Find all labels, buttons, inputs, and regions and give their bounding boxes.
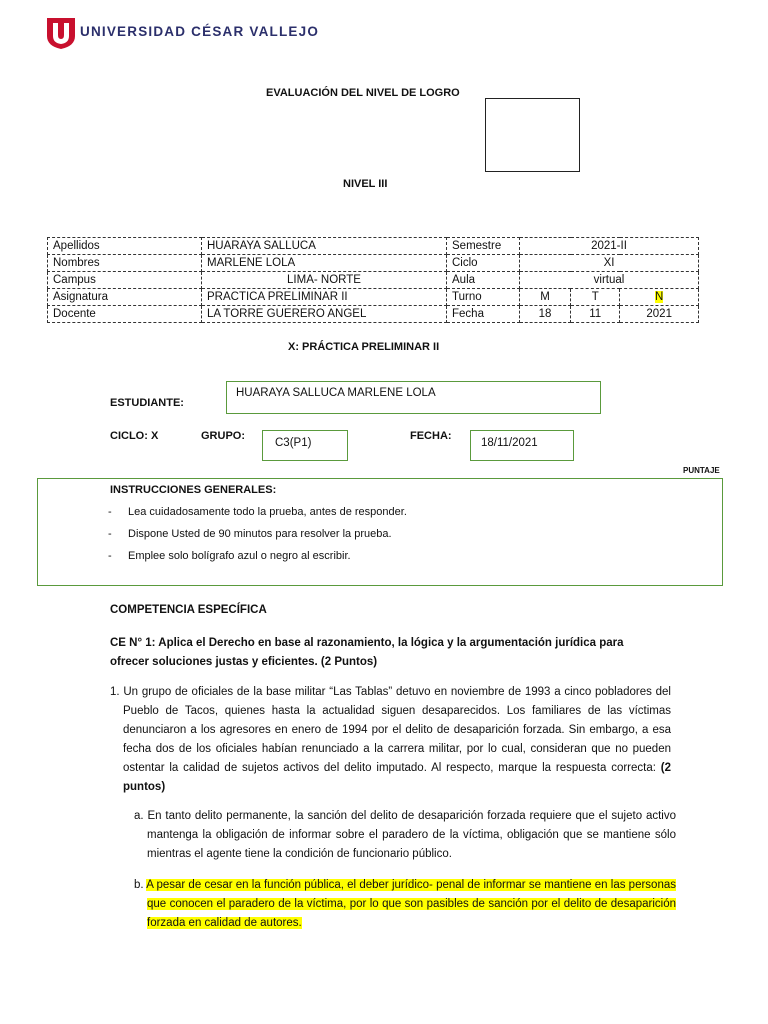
option-b[interactable]: b. A pesar de cesar en la función pública, el deber jurídico- penal de informar se mantiene en las personas que conocen el paradero de la víctima, por lo que son pasibles de sanción por el delito de desaparición forzada en calidad de autores. bbox=[134, 879, 676, 929]
turno-n: N bbox=[655, 291, 664, 303]
student-info-table bbox=[47, 237, 699, 323]
estudiante-label: ESTUDIANTE: bbox=[110, 397, 184, 409]
asignatura-label: Asignatura bbox=[48, 289, 202, 306]
option-b-text: A pesar de cesar en la función pública, el deber jurídico- penal de informar se mantiene en las personas que conocen el paradero de la víctima, por lo que son pasibles de sanción por el delito de desaparición forzada en calidad de autores. bbox=[146, 879, 676, 929]
practica-title: X: PRÁCTICA PRELIMINAR II bbox=[288, 341, 440, 353]
puntaje-label: PUNTAJE bbox=[683, 466, 720, 475]
campus-label: Campus bbox=[48, 272, 202, 289]
turno-n-cell bbox=[620, 289, 699, 306]
apellidos-value: HUARAYA SALLUCA bbox=[202, 238, 447, 255]
fecha-value: 18/11/2021 bbox=[481, 437, 538, 449]
turno-t: T bbox=[571, 289, 620, 306]
table-row bbox=[48, 255, 699, 272]
table-row bbox=[48, 272, 699, 289]
level-label: NIVEL III bbox=[343, 178, 388, 190]
turno-label: Turno bbox=[447, 289, 520, 306]
aula-value: virtual bbox=[520, 272, 699, 289]
semestre-value: 2021-II bbox=[520, 238, 699, 255]
fecha-month: 11 bbox=[571, 306, 620, 323]
option-a[interactable]: a. En tanto delito permanente, la sanción del delito de desaparición forzada requiere que el sujeto activo mantenga la obligación de informar sobre el paradero de la víctima, obligación que se mantiene sólo mientras el agente tiene la condición de funcionario público. bbox=[134, 810, 676, 860]
fecha-label: FECHA: bbox=[410, 430, 452, 442]
question-1: 1. Un grupo de oficiales de la base militar “Las Tablas” detuvo en noviembre de 1993 a cinco pobladores del Pueblo de Tacos, quienes hasta la actualidad siguen desaparecidos. Los familiares de las víctimas denunciaron a los agresores en enero de 1994 por el delito de desaparición forzada. Sin embargo, a esa fecha dos de los oficiales habían renunciado a la carrera militar, por lo cual, consideran que no pueden ostentar la calidad de sujetos activos del delito imputado. Al respecto, marque la respuesta correcta: (2 puntos) bbox=[110, 686, 671, 793]
docente-label: Docente bbox=[48, 306, 202, 323]
fecha-year: 2021 bbox=[620, 306, 699, 323]
nombres-value: MARLENE LOLA bbox=[202, 255, 447, 272]
list-item: - Dispone Usted de 90 minutos para resolver la prueba. bbox=[108, 528, 392, 540]
ciclo-value: XI bbox=[520, 255, 699, 272]
competencia-heading: COMPETENCIA ESPECÍFICA bbox=[110, 604, 267, 616]
list-item: - Lea cuidadosamente todo la prueba, antes de responder. bbox=[108, 506, 407, 518]
grupo-value: C3(P1) bbox=[275, 437, 312, 449]
university-name: UNIVERSIDAD CÉSAR VALLEJO bbox=[80, 24, 320, 39]
university-logo-icon bbox=[46, 16, 76, 55]
table-row bbox=[48, 289, 699, 306]
fecha-label: Fecha bbox=[447, 306, 520, 323]
estudiante-value: HUARAYA SALLUCA MARLENE LOLA bbox=[236, 387, 436, 399]
aula-label: Aula bbox=[447, 272, 520, 289]
instructions-title: INSTRUCCIONES GENERALES: bbox=[110, 484, 277, 496]
page-title: EVALUACIÓN DEL NIVEL DE LOGRO bbox=[266, 87, 460, 99]
nombres-label: Nombres bbox=[48, 255, 202, 272]
turno-m: M bbox=[520, 289, 571, 306]
docente-value: LA TORRE GUERERO ANGEL bbox=[202, 306, 447, 323]
ce1-heading: CE N° 1: Aplica el Derecho en base al razonamiento, la lógica y la argumentación jurídica para ofrecer soluciones justas y eficientes. (2 Puntos) bbox=[110, 637, 624, 668]
fecha-day: 18 bbox=[520, 306, 571, 323]
question-1-points: (2 puntos) bbox=[123, 762, 671, 793]
table-row bbox=[48, 238, 699, 255]
ciclo-label: CICLO: X bbox=[110, 430, 159, 442]
ciclo-label: Ciclo bbox=[447, 255, 520, 272]
table-row bbox=[48, 306, 699, 323]
list-item: - Emplee solo bolígrafo azul o negro al escribir. bbox=[108, 550, 351, 562]
campus-value: LIMA- NORTE bbox=[202, 272, 447, 289]
semestre-label: Semestre bbox=[447, 238, 520, 255]
grupo-label: GRUPO: bbox=[201, 430, 245, 442]
asignatura-value: PRACTICA PRELIMINAR II bbox=[202, 289, 447, 306]
apellidos-label: Apellidos bbox=[48, 238, 202, 255]
score-box bbox=[485, 98, 580, 172]
